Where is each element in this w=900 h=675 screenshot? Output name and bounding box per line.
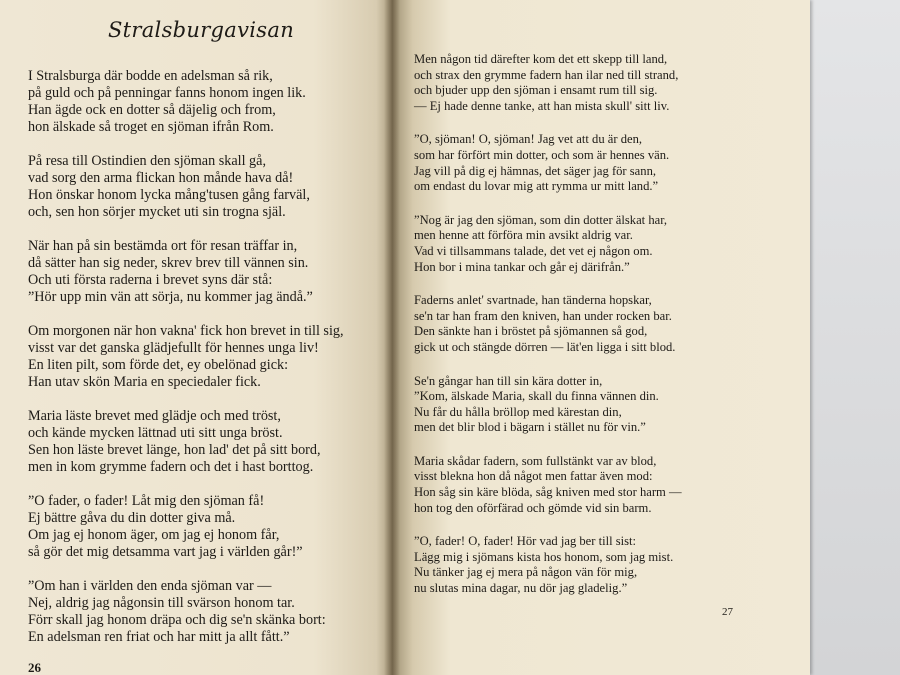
verse-line: När han på sin bestämda ort för resan träffar in, [28, 238, 298, 254]
verse-line: Nej, aldrig jag någonsin till svärson honom tar. [28, 595, 295, 611]
verse-line: Se'n gångar han till sin kära dotter in, [414, 373, 603, 388]
verse-line: som har förfört min dotter, och som är hennes vän. [414, 147, 670, 162]
verse-line: nu slutas mina dagar, nu dör jag gladelig.” [414, 581, 628, 596]
verse-line: men henne att förföra min avsikt aldrig var. [414, 228, 633, 243]
stanza [414, 534, 800, 596]
verse-line: på guld och på penningar fanns honom ingen lik. [28, 85, 306, 101]
page-number-left: 26 [28, 660, 41, 675]
verse-line: gick ut och stängde dörren — lät'en ligga i sitt blod. [414, 339, 676, 354]
verse-line: Och uti första raderna i brevet syns där stå: [28, 272, 273, 288]
verse-line: ”Kom, älskade Maria, skall du finna vännen din. [414, 389, 659, 404]
verse-line: Nu får du hålla bröllop med kärestan din, [414, 404, 622, 419]
verse-line: ”Om han i världen den enda sjöman var — [28, 578, 272, 594]
verse-line: Han ägde ock en dotter så däjelig och from, [28, 102, 276, 118]
verse-line: ”Hör upp min vän att sörja, nu kommer jag ändå.” [28, 289, 313, 305]
verse-line: hon älskade så troget en sjöman ifrån Rom. [28, 119, 274, 135]
verse-line: Lägg mig i sjömans kista hos honom, som jag mist. [414, 549, 674, 564]
verse-line: Sen hon läste brevet länge, hon lad' det på sitt bord, [28, 442, 321, 458]
stanza [28, 323, 384, 391]
verse-line: Hon önskar honom lycka mång'tusen gång farväl, [28, 187, 310, 203]
verse-line: På resa till Ostindien den sjöman skall gå, [28, 153, 266, 169]
page-number-right: 27 [722, 606, 733, 618]
verse-line: visst var det ganska glädjefullt för hennes unga liv! [28, 340, 319, 356]
verse-line: ”O, fader! O, fader! Hör vad jag ber till sist: [414, 534, 637, 549]
verse-line: vad sorg den arma flickan hon månde hava då! [28, 170, 294, 186]
verse-line: — Ej hade denne tanke, att han mista skull' sitt liv. [414, 98, 670, 113]
verse-line: och, sen hon sörjer mycket uti sin trogna själ. [28, 204, 286, 220]
right-page [392, 0, 810, 675]
verse-line: så gör det mig detsamma vart jag i världen går!” [28, 544, 303, 560]
verse-line: Nu tänker jag ej mera på någon vän för mig, [414, 565, 638, 580]
verse-line: och kände mycken lättnad uti sitt unga bröst. [28, 425, 283, 441]
verse-line: Faderns anlet' svartnade, han tänderna hopskar, [414, 293, 652, 308]
verse-line: I Stralsburga där bodde en adelsman så rik, [28, 68, 273, 84]
stanza [28, 238, 384, 306]
verse-line: Maria läste brevet med glädje och med tröst, [28, 408, 281, 424]
verse-line: Jag vill på dig ej hämnas, det säger jag för sann, [414, 163, 657, 178]
verse-line: Hon såg sin käre blöda, såg kniven med stor harm — [414, 485, 682, 500]
verse-line: men det blir blod i bägarn i stället nu för vin.” [414, 420, 646, 435]
verse-line: men in kom grymme fadern och det i hast borttog. [28, 459, 314, 475]
verse-line: ”Nog är jag den sjöman, som din dotter älskat har, [414, 212, 668, 227]
verse-line: En adelsman ren friat och har mitt ja allt fått.” [28, 629, 290, 645]
verse-line: Ej bättre gåva du din dotter giva må. [28, 510, 236, 526]
book-gutter [384, 0, 400, 675]
stanza [414, 293, 800, 355]
stanza [414, 132, 800, 194]
verse-line: ”O fader, o fader! Låt mig den sjöman få! [28, 493, 265, 509]
verse-line: Om jag ej honom äger, om jag ej honom får, [28, 527, 280, 543]
right-stanzas [414, 52, 800, 597]
left-page [0, 0, 392, 675]
verse-line: om endast du lovar mig att rymma ur mitt land.” [414, 179, 659, 194]
stanza [414, 454, 800, 516]
verse-line: Men någon tid därefter kom det ett skepp till land, [414, 52, 668, 66]
verse-line: Hon bor i mina tankar och går ej därifrån.” [414, 259, 630, 274]
verse-line: Maria skådar fadern, som fullstänkt var av blod, [414, 453, 657, 468]
stanza [28, 493, 384, 561]
stanza [414, 52, 800, 114]
verse-line: En liten pilt, som förde det, ey obelönad gick: [28, 357, 289, 373]
verse-line: hon tog den oförfärad och gömde vid sin barm. [414, 500, 652, 515]
stanza [414, 374, 800, 436]
verse-line: då sätter han sig neder, skrev brev till vännen sin. [28, 255, 309, 271]
stanza [28, 578, 384, 646]
left-stanzas [28, 68, 384, 646]
stanza [28, 153, 384, 221]
stanza [28, 408, 384, 476]
stanza [414, 213, 800, 275]
verse-line: och bjuder upp den sjöman i ensamt rum till sig. [414, 83, 658, 98]
verse-line: och strax den grymme fadern han ilar ned till strand, [414, 67, 679, 82]
verse-line: ”O, sjöman! O, sjöman! Jag vet att du är den, [414, 132, 643, 147]
verse-line: Vad vi tillsammans talade, det vet ej någon om. [414, 243, 653, 258]
verse-line: Han utav skön Maria en speciedaler fick. [28, 374, 261, 390]
verse-line: se'n tar han fram den kniven, han under rocken bar. [414, 308, 672, 323]
verse-line: Om morgonen när hon vakna' fick hon brevet in till sig, [28, 323, 344, 339]
poem-title: Stralsburgavisan [107, 18, 295, 42]
stanza [28, 68, 384, 136]
verse-line: visst blekna hon då något men fattar även mod: [414, 469, 653, 484]
verse-line: Förr skall jag honom dräpa och dig se'n skänka bort: [28, 612, 326, 628]
verse-line: Den sänkte han i bröstet på sjömannen så god, [414, 324, 648, 339]
